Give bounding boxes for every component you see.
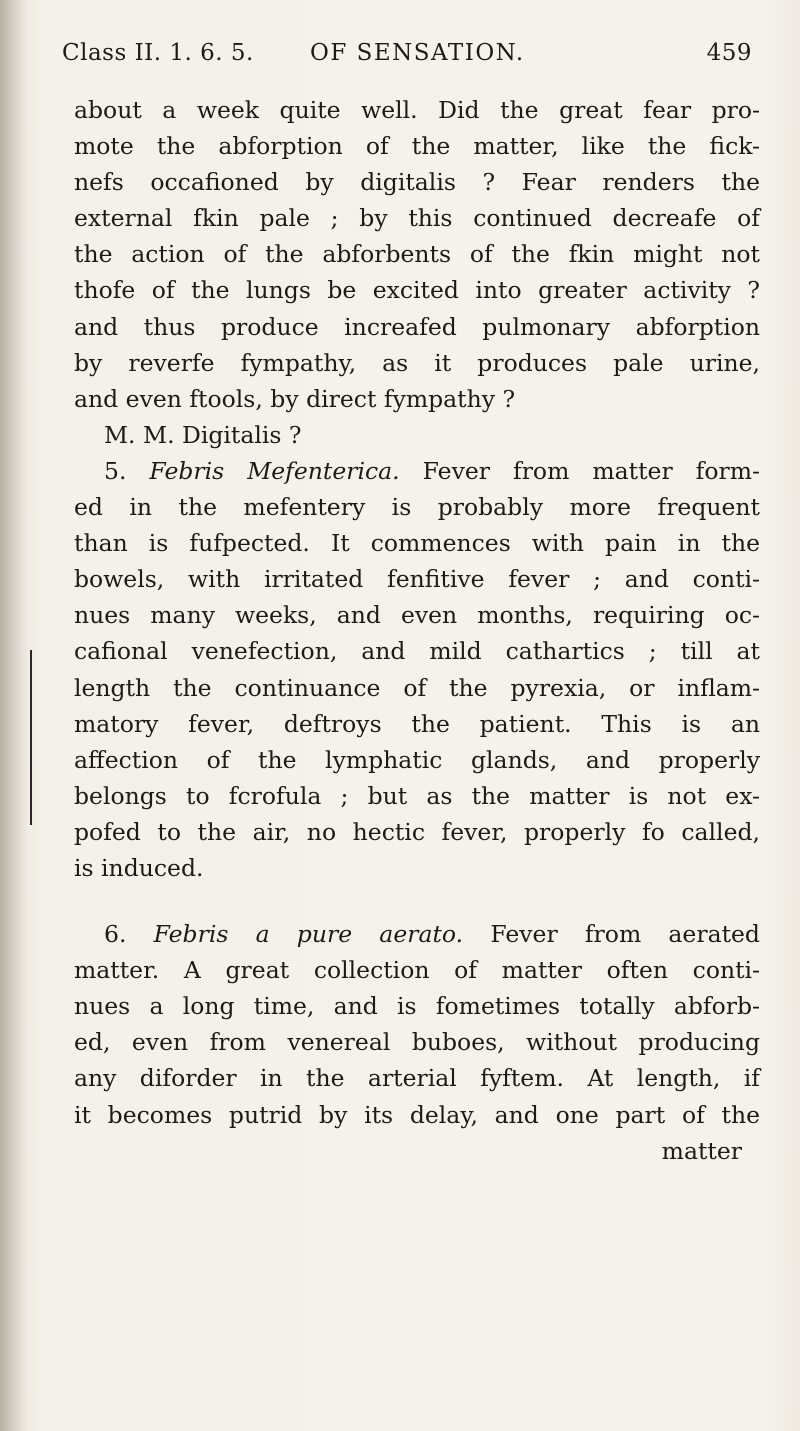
text-line: and even ftools, by direct fympathy ? [74, 384, 516, 413]
text-line: nues many weeks, and even months, requiring oc- [74, 601, 760, 630]
binding-shadow [0, 0, 28, 1431]
text-line: nues a long time, and is fometimes totally abforb- [74, 992, 760, 1021]
text-line: cafional venefection, and mild cathartics ; till at [74, 637, 760, 666]
paragraph-gap [74, 886, 760, 916]
text-line: length the continuance of the pyrexia, or inflam- [74, 673, 760, 702]
text-line: ed in the mefentery is probably more frequent [74, 493, 760, 522]
text-line: pofed to the air, no hectic fever, properly fo called, [74, 817, 760, 846]
text-line: belongs to fcrofula ; but as the matter is not ex- [74, 781, 760, 810]
text-line: thofe of the lungs be excited into greater activity ? [74, 276, 760, 305]
text-line: affection of the lymphatic glands, and properly [74, 745, 760, 774]
section-text: Fever from aerated [490, 920, 760, 949]
mm-line: M. M. Digitalis ? [104, 420, 302, 449]
text-line: nefs occafioned by digitalis ? Fear renders the [74, 168, 760, 197]
text-line: and thus produce increafed pulmonary abforption [74, 312, 760, 341]
text-line: ed, even from venereal buboes, without producing [74, 1028, 760, 1057]
header-title: OF SENSATION. [310, 40, 525, 66]
section-title: Febris a pure aerato. [153, 920, 464, 949]
section-6-heading [74, 916, 760, 952]
margin-rule [30, 650, 32, 825]
section-text: Fever from matter form- [422, 456, 760, 485]
text-line: is induced. [74, 853, 204, 882]
catchword: matter [661, 1136, 742, 1165]
text-line: external fkin pale ; by this continued decreafe of [74, 204, 760, 233]
section-number: 6. [104, 920, 127, 949]
text-line: any diforder in the arterial fyftem. At length, if [74, 1064, 760, 1093]
text-line: bowels, with irritated fenfitive fever ; and conti- [74, 565, 760, 594]
body-text [74, 92, 760, 1169]
text-line: mote the abforption of the matter, like the fick- [74, 132, 760, 161]
text-line: than is fufpected. It commences with pain in the [74, 529, 760, 558]
section-title: Febris Mefenterica. [149, 456, 400, 485]
text-line: matory fever, deftroys the patient. This is an [74, 709, 760, 738]
running-header [62, 40, 752, 80]
section-number: 5. [104, 456, 127, 485]
text-line: about a week quite well. Did the great fear pro- [74, 96, 760, 124]
section-5-heading [74, 453, 760, 489]
text-line: by reverfe fympathy, as it produces pale urine, [74, 348, 760, 377]
header-class-ref: Class II. 1. 6. 5. [62, 40, 254, 66]
page-number: 459 [706, 40, 752, 66]
text-line: the action of the abforbents of the fkin might not [74, 240, 760, 269]
text-line: matter. A great collection of matter often conti- [74, 956, 760, 985]
text-line: it becomes putrid by its delay, and one part of the [74, 1100, 760, 1129]
